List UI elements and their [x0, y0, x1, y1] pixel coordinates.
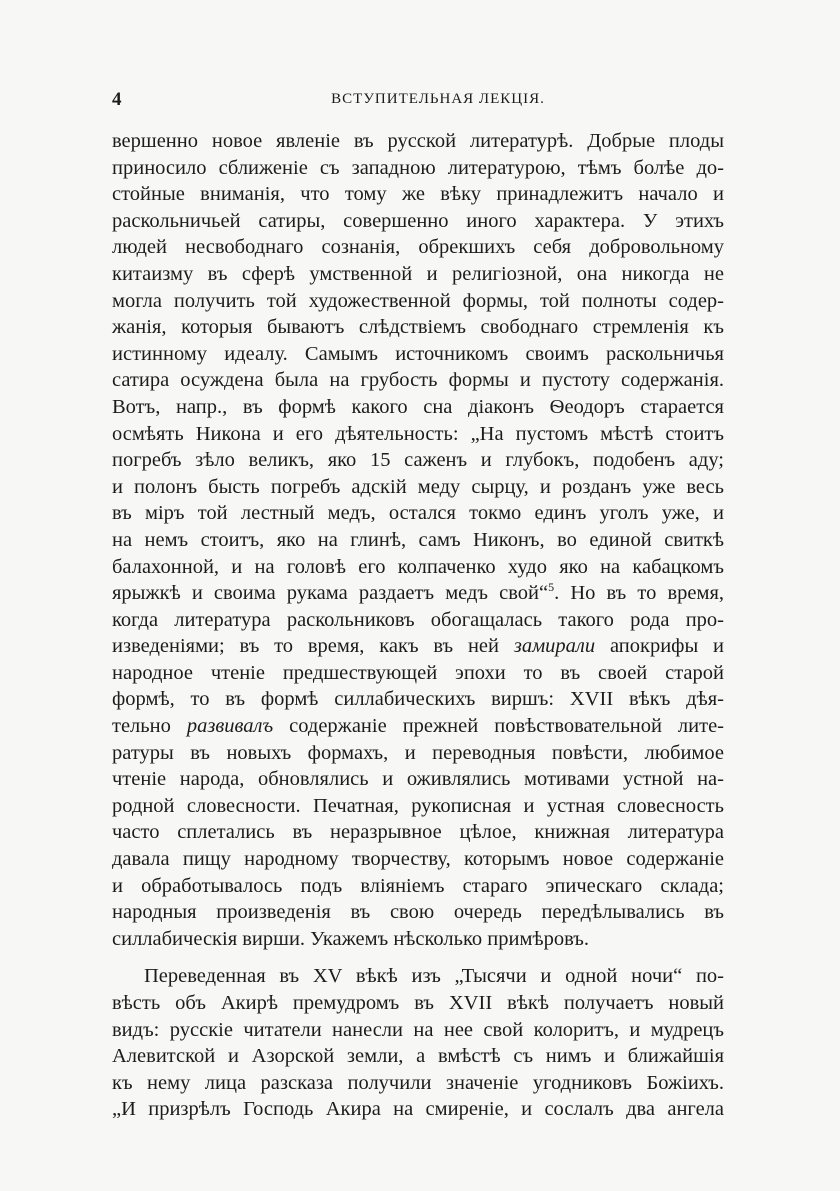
text-line: раскольничьей сатиры, совершенно иного характера. У этихъ [112, 209, 724, 232]
text-line: къ нему лица разсказа получили значеніе угодниковъ Божіихъ. [112, 1071, 724, 1094]
text-line: народное чтеніе предшествующей эпохи то въ своей старой [112, 661, 724, 684]
text-line: народныя произведенія въ свою очередь передѣлывались въ [112, 901, 724, 924]
text-line: и обработывалось подъ вліяніемъ стараго эпическаго склада; [112, 874, 724, 897]
paragraph [112, 963, 724, 1123]
text-segment: апокрифы и [609, 635, 725, 658]
running-title: ВСТУПИТЕЛЬНАЯ ЛЕКЦІЯ. [331, 91, 545, 107]
text-line: приносило сближеніе съ западною литературою, тѣмъ болѣе до- [112, 156, 724, 179]
text-line: ратуры въ новыхъ формахъ, и переводныя повѣсти, любимое [112, 741, 724, 764]
text-line: Алевитской и Азорской земли, а вмѣстѣ съ нимъ и ближайшія [112, 1045, 724, 1068]
text-line: стойные вниманія, что тому же вѣку принадлежитъ начало и [112, 183, 724, 206]
footnote-ref[interactable]: 5 [548, 580, 555, 595]
text-line: вершенно новое явленіе въ русской литературѣ. Добрые плоды [112, 130, 724, 152]
text-line: чтеніе народа, обновлялись и оживлялись мотивами устной на- [112, 768, 724, 791]
text-line [112, 713, 724, 740]
text-line: „И призрѣлъ Господь Акира на смиреніе, и сослалъ два ангела [112, 1098, 724, 1121]
text-line [112, 580, 724, 607]
text-line: формѣ, то въ формѣ силлабическихъ виршъ: XVII вѣкъ дѣя- [112, 688, 724, 711]
emphasis: развивалъ [186, 715, 274, 738]
text-line: балахонной, и на головѣ его колпаченко худо яко на кабацкомъ [112, 555, 724, 578]
text-segment: тельно [112, 715, 171, 738]
text-line: Вотъ, напр., въ формѣ какого сна діаконъ Ѳеодоръ старается [112, 395, 724, 418]
page-number: 4 [112, 89, 122, 110]
page-header [112, 89, 724, 113]
text-line [112, 633, 724, 660]
text-line: когда литература раскольниковъ обогащалась такого рода про- [112, 608, 724, 631]
text-line: и полонъ бысть погребъ адскій меду сырцу, и розданъ уже весь [112, 475, 724, 498]
paragraph [112, 128, 724, 952]
text-line: истинному идеалу. Самымъ источникомъ своимъ раскольничья [112, 342, 724, 365]
text-line: погребъ зѣло великъ, яко 15 саженъ и глубокъ, подобенъ аду; [112, 449, 724, 472]
text-line: часто сплетались въ неразрывное цѣлое, книжная литература [112, 821, 724, 844]
text-line: на немъ стоитъ, яко на глинѣ, самъ Никонъ, во единой свиткѣ [112, 528, 724, 551]
text-line: въ міръ той лестный медъ, остался токмо единъ уголъ уже, и [112, 502, 724, 525]
text-line: могла получить той художественной формы, той полноты содер- [112, 289, 724, 312]
text-line: жанія, которыя бываютъ слѣдствіемъ свободнаго стремленія къ [112, 316, 724, 339]
text-line: китаизму въ сферѣ умственной и религіозной, она никогда не [112, 262, 724, 285]
body-text [112, 128, 724, 1123]
text-line: осмѣять Никона и его дѣятельность: „На пустомъ мѣстѣ стоитъ [112, 422, 724, 445]
text-line: родной словесности. Печатная, рукописная и устная словесность [112, 794, 724, 817]
text-line: сатира осуждена была на грубость формы и пустоту содержанія. [112, 369, 724, 392]
text-line: Переведенная въ XV вѣкѣ изъ „Тысячи и одной ночи“ по- [144, 965, 724, 988]
emphasis: замирали [513, 635, 596, 658]
text-segment: ярыжкѣ и своима рукама раздаетъ медъ свой“ [112, 582, 549, 605]
text-line: видъ: русскіе читатели нанесли на нее свой колоритъ, и мудрецъ [112, 1018, 724, 1041]
text-line: давала пищу народному творчеству, которымъ новое содержаніе [112, 848, 724, 871]
text-segment: содержаніе прежней повѣствовательной лите- [289, 715, 725, 738]
text-line: вѣсть объ Акирѣ премудромъ въ XVII вѣкѣ получаетъ новый [112, 992, 724, 1014]
text-line: силлабическія вирши. Укажемъ нѣсколько примѣровъ. [112, 927, 589, 950]
text-segment: . Но въ то время, [554, 582, 724, 605]
text-segment: изведеніями; въ то время, какъ въ ней [112, 635, 499, 658]
text-line: людей несвободнаго сознанія, обрекшихъ себя добровольному [112, 236, 724, 259]
